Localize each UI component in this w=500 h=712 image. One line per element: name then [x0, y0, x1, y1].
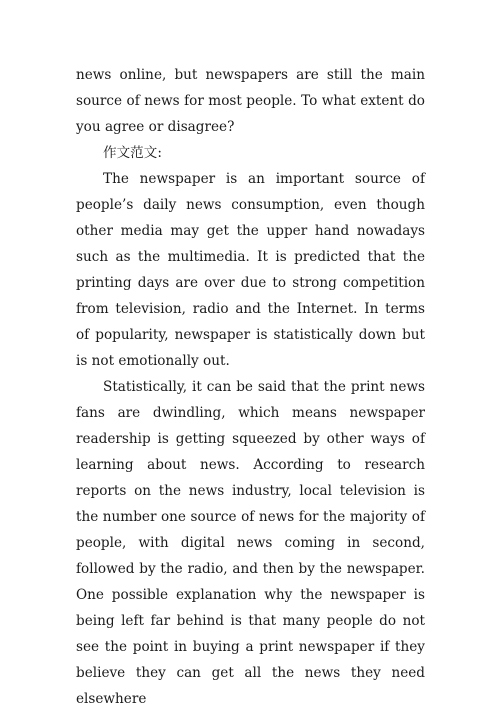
essay-paragraph-2: Statistically, it can be said that the print news fans are dwindling, which means newspaper readership is getting squeezed by other ways of learning about news. According to research reports on the news industry, local television is the number one source of news for the majority of people, with digital news coming in second, followed by the radio, and then by the newspaper. One possible explanation why the newspaper is being left far behind is that many people do not see the point in buying a print newspaper if they believe they can get all the news they need elsewhere — [76, 379, 425, 707]
essay-paragraph-1: The newspaper is an important source of people’s daily news consumption, even though other media may get the upper hand nowadays such as the multimedia. It is predicted that the printing days are over due to strong competition from television, radio and the Internet. In terms of popularity, newspaper is statistically down but is not emotionally out. — [76, 171, 425, 369]
document-body — [76, 62, 425, 712]
question-text: news online, but newspapers are still the main source of news for most people. To what extent do you agree or disagree? — [76, 67, 425, 135]
sample-essay-label: 作文范文: — [103, 145, 162, 161]
